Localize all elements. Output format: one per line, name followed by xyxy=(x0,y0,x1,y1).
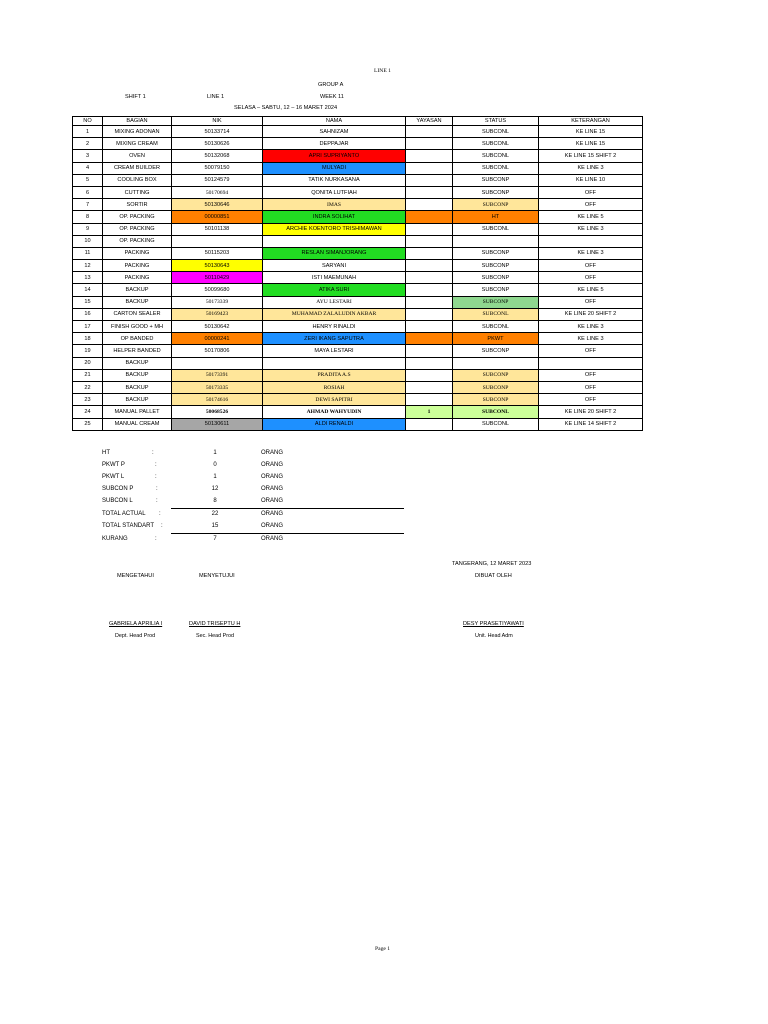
cell-keterangan: KE LINE 3 xyxy=(539,333,643,345)
table-row xyxy=(73,186,643,198)
page-number: Page 1 xyxy=(375,946,391,952)
cell-bagian: HELPER BANDED xyxy=(103,345,172,357)
cell-keterangan: KE LINE 10 xyxy=(539,174,643,186)
cell-nama: SARYANI xyxy=(263,260,406,272)
table-row xyxy=(73,381,643,393)
cell-no: 20 xyxy=(73,357,103,369)
cell-no: 23 xyxy=(73,394,103,406)
cell-nama: SAHNIZAM xyxy=(263,126,406,138)
col-header-yayasan: YAYASAN xyxy=(406,117,453,126)
cell-keterangan: KE LINE 5 xyxy=(539,284,643,296)
cell-no: 3 xyxy=(73,150,103,162)
summary-colon: : xyxy=(155,462,157,468)
summary-value: 15 xyxy=(211,523,219,529)
cell-yayasan xyxy=(406,260,453,272)
cell-keterangan: KE LINE 3 xyxy=(539,162,643,174)
summary-label: HT xyxy=(102,450,110,456)
summary-colon: : xyxy=(159,511,161,517)
cell-keterangan: OFF xyxy=(539,296,643,308)
cell-no: 25 xyxy=(73,418,103,430)
signatory-3-name: DESY PRASETIYAWATI xyxy=(463,621,524,627)
cell-keterangan: KE LINE 15 xyxy=(539,126,643,138)
cell-bagian: OP BANDED xyxy=(103,333,172,345)
cell-nik: 50110429 xyxy=(172,272,263,284)
cell-status: SUBCONL xyxy=(453,223,539,235)
cell-nik: 50130643 xyxy=(172,260,263,272)
cell-keterangan xyxy=(539,357,643,369)
cell-nama: ZERI IKANG SAPUTRA xyxy=(263,333,406,345)
cell-no: 22 xyxy=(73,381,103,393)
cell-status: SUBCONP xyxy=(453,272,539,284)
group-label: GROUP A xyxy=(318,82,344,88)
cell-status: SUBCONL xyxy=(453,150,539,162)
table-header-row xyxy=(73,117,643,126)
cell-status: SUBCONP xyxy=(453,199,539,211)
roster-table xyxy=(72,116,643,431)
cell-bagian: BACKUP xyxy=(103,394,172,406)
cell-yayasan xyxy=(406,162,453,174)
table-row xyxy=(73,308,643,320)
cell-keterangan: OFF xyxy=(539,260,643,272)
table-row xyxy=(73,211,643,223)
cell-bagian: OVEN xyxy=(103,150,172,162)
cell-yayasan xyxy=(406,284,453,296)
cell-status: SUBCONL xyxy=(453,162,539,174)
cell-bagian: BACKUP xyxy=(103,381,172,393)
cell-bagian: CREAM BUILDER xyxy=(103,162,172,174)
dibuat-oleh-label: DIBUAT OLEH xyxy=(475,573,512,579)
cell-nik: 50068526 xyxy=(172,406,263,418)
cell-yayasan xyxy=(406,174,453,186)
cell-nama: MULYADI xyxy=(263,162,406,174)
cell-keterangan: KE LINE 14 SHIFT 2 xyxy=(539,418,643,430)
cell-nik: 50130626 xyxy=(172,138,263,150)
cell-no: 12 xyxy=(73,260,103,272)
summary-unit: ORANG xyxy=(261,498,284,504)
summary-unit: ORANG xyxy=(261,523,284,529)
cell-yayasan xyxy=(406,272,453,284)
cell-nik: 50170806 xyxy=(172,345,263,357)
cell-yayasan xyxy=(406,321,453,333)
cell-bagian: OP. PACKING xyxy=(103,235,172,247)
cell-status: SUBCONL xyxy=(453,321,539,333)
cell-keterangan: KE LINE 15 xyxy=(539,138,643,150)
menyetujui-label: MENYETUJUI xyxy=(199,573,235,579)
col-header-bagian: BAGIAN xyxy=(103,117,172,126)
cell-yayasan xyxy=(406,296,453,308)
cell-status: SUBCONP xyxy=(453,284,539,296)
cell-yayasan xyxy=(406,247,453,259)
summary-colon: : xyxy=(152,450,154,456)
signatory-1-role: Dept. Head Prod xyxy=(115,633,156,639)
cell-status: SUBCONL xyxy=(453,308,539,320)
cell-no: 6 xyxy=(73,186,103,198)
col-header-status: STATUS xyxy=(453,117,539,126)
table-row xyxy=(73,247,643,259)
summary-label: PKWT P xyxy=(102,462,125,468)
cell-nik: 50115203 xyxy=(172,247,263,259)
cell-no: 7 xyxy=(73,199,103,211)
cell-bagian: CUTTING xyxy=(103,186,172,198)
cell-yayasan xyxy=(406,138,453,150)
cell-keterangan: OFF xyxy=(539,381,643,393)
table-row xyxy=(73,138,643,150)
cell-keterangan: KE LINE 20 SHIFT 2 xyxy=(539,406,643,418)
cell-yayasan xyxy=(406,211,453,223)
cell-nama: AHMAD WAHYUDIN xyxy=(263,406,406,418)
cell-nik: 50133714 xyxy=(172,126,263,138)
table-row xyxy=(73,272,643,284)
cell-nama: MUHAMAD ZALALUDIN AKBAR xyxy=(263,308,406,320)
cell-bagian: PACKING xyxy=(103,272,172,284)
summary-unit: ORANG xyxy=(261,511,284,517)
cell-nama: ARCHIE KOENTORO TRISHIMAWAN xyxy=(263,223,406,235)
mengetahui-label: MENGETAHUI xyxy=(117,573,154,579)
cell-bagian: SORTIR xyxy=(103,199,172,211)
cell-status: SUBCONL xyxy=(453,126,539,138)
table-row xyxy=(73,199,643,211)
cell-no: 5 xyxy=(73,174,103,186)
summary-label: PKWT L xyxy=(102,474,125,480)
cell-nik: 50130646 xyxy=(172,199,263,211)
cell-nama: TATIK NURKASANA xyxy=(263,174,406,186)
cell-keterangan: OFF xyxy=(539,199,643,211)
cell-nama: DEPPAJAR xyxy=(263,138,406,150)
cell-nik: 50173391 xyxy=(172,369,263,381)
summary-divider xyxy=(171,508,404,509)
table-row xyxy=(73,321,643,333)
summary-label: TOTAL ACTUAL xyxy=(102,511,146,517)
cell-nik: 50079150 xyxy=(172,162,263,174)
table-row xyxy=(73,369,643,381)
summary-unit: ORANG xyxy=(261,462,284,468)
cell-nik: 50169423 xyxy=(172,308,263,320)
cell-nama: ROSIAH xyxy=(263,381,406,393)
cell-no: 21 xyxy=(73,369,103,381)
summary-unit: ORANG xyxy=(261,536,284,542)
cell-no: 9 xyxy=(73,223,103,235)
cell-bagian: COOLING BOX xyxy=(103,174,172,186)
cell-nik: 50170694 xyxy=(172,186,263,198)
cell-status: HT xyxy=(453,211,539,223)
summary-value: 12 xyxy=(211,486,219,492)
summary-unit: ORANG xyxy=(261,486,284,492)
cell-no: 24 xyxy=(73,406,103,418)
cell-nama: RESLAN SIMANJORANG xyxy=(263,247,406,259)
cell-bagian: BACKUP xyxy=(103,369,172,381)
table-row xyxy=(73,345,643,357)
cell-nik: 00000241 xyxy=(172,333,263,345)
cell-bagian: MANUAL CREAM xyxy=(103,418,172,430)
cell-nama: IMAS xyxy=(263,199,406,211)
table-row xyxy=(73,260,643,272)
summary-unit: ORANG xyxy=(261,450,284,456)
cell-status: SUBCONP xyxy=(453,186,539,198)
cell-status: SUBCONL xyxy=(453,406,539,418)
week-label: WEEK 11 xyxy=(320,94,344,100)
cell-nik: 50099680 xyxy=(172,284,263,296)
cell-bagian: BACKUP xyxy=(103,296,172,308)
cell-no: 16 xyxy=(73,308,103,320)
cell-nik xyxy=(172,357,263,369)
cell-yayasan xyxy=(406,381,453,393)
col-header-keterangan: KETERANGAN xyxy=(539,117,643,126)
table-row xyxy=(73,296,643,308)
cell-no: 14 xyxy=(73,284,103,296)
cell-nik: 50124579 xyxy=(172,174,263,186)
cell-nama: HENRY RINALDI xyxy=(263,321,406,333)
cell-yayasan xyxy=(406,126,453,138)
summary-colon: : xyxy=(155,536,157,542)
cell-nama: ISTI MAEMUNAH xyxy=(263,272,406,284)
cell-yayasan xyxy=(406,333,453,345)
cell-keterangan: OFF xyxy=(539,394,643,406)
cell-nama: QONITA LUTFIAH xyxy=(263,186,406,198)
cell-status: SUBCONP xyxy=(453,394,539,406)
cell-yayasan: 1 xyxy=(406,406,453,418)
cell-yayasan xyxy=(406,308,453,320)
cell-nama: MAYA LESTARI xyxy=(263,345,406,357)
cell-nama: PRADITA A.S xyxy=(263,369,406,381)
cell-status: SUBCONP xyxy=(453,260,539,272)
signatory-2-role: Sec. Head Prod xyxy=(196,633,235,639)
summary-value: 0 xyxy=(213,462,217,468)
cell-bagian: CARTON SEALER xyxy=(103,308,172,320)
signatory-3-role: Unit. Head Adm xyxy=(475,633,513,639)
cell-nama: ALDI RENALDI xyxy=(263,418,406,430)
cell-nama: AYU LESTARI xyxy=(263,296,406,308)
cell-bagian: BACKUP xyxy=(103,357,172,369)
cell-keterangan xyxy=(539,235,643,247)
cell-nama: ATIKA SURI xyxy=(263,284,406,296)
cell-no: 2 xyxy=(73,138,103,150)
cell-status: SUBCONP xyxy=(453,381,539,393)
line-top-label: LINE 1 xyxy=(374,68,391,74)
cell-no: 18 xyxy=(73,333,103,345)
summary-label: KURANG xyxy=(102,536,128,542)
cell-no: 13 xyxy=(73,272,103,284)
cell-status: SUBCONP xyxy=(453,247,539,259)
col-header-no: NO xyxy=(73,117,103,126)
cell-nik: 50130642 xyxy=(172,321,263,333)
cell-no: 19 xyxy=(73,345,103,357)
summary-colon: : xyxy=(161,523,163,529)
cell-nama: INDRA SOLIHAT xyxy=(263,211,406,223)
cell-keterangan: KE LINE 20 SHIFT 2 xyxy=(539,308,643,320)
cell-nik: 50101138 xyxy=(172,223,263,235)
place-date: TANGERANG, 12 MARET 2023 xyxy=(452,561,532,567)
cell-nama xyxy=(263,235,406,247)
cell-yayasan xyxy=(406,418,453,430)
cell-status: SUBCONL xyxy=(453,138,539,150)
cell-nik: 50132068 xyxy=(172,150,263,162)
summary-value: 1 xyxy=(213,474,217,480)
cell-keterangan: KE LINE 3 xyxy=(539,223,643,235)
cell-status xyxy=(453,357,539,369)
cell-keterangan: KE LINE 3 xyxy=(539,321,643,333)
table-row xyxy=(73,406,643,418)
cell-yayasan xyxy=(406,199,453,211)
cell-bagian: BACKUP xyxy=(103,284,172,296)
cell-nik: 50173335 xyxy=(172,381,263,393)
summary-colon: : xyxy=(156,498,158,504)
cell-no: 8 xyxy=(73,211,103,223)
cell-keterangan: KE LINE 3 xyxy=(539,247,643,259)
summary-label: SUBCON L xyxy=(102,498,133,504)
cell-bagian: MIXING ADONAN xyxy=(103,126,172,138)
summary-divider xyxy=(171,533,404,534)
cell-no: 17 xyxy=(73,321,103,333)
cell-yayasan xyxy=(406,369,453,381)
cell-bagian: PACKING xyxy=(103,247,172,259)
summary-value: 8 xyxy=(213,498,217,504)
cell-keterangan: KE LINE 5 xyxy=(539,211,643,223)
cell-no: 4 xyxy=(73,162,103,174)
cell-nik xyxy=(172,235,263,247)
table-row xyxy=(73,235,643,247)
summary-colon: : xyxy=(156,486,158,492)
table-row xyxy=(73,174,643,186)
cell-yayasan xyxy=(406,150,453,162)
cell-nik: 50174616 xyxy=(172,394,263,406)
cell-nama xyxy=(263,357,406,369)
summary-value: 7 xyxy=(213,536,217,542)
cell-bagian: MANUAL PALLET xyxy=(103,406,172,418)
cell-no: 15 xyxy=(73,296,103,308)
cell-bagian: OP. PACKING xyxy=(103,211,172,223)
line-label: LINE 1 xyxy=(207,94,225,100)
summary-value: 1 xyxy=(213,450,217,456)
cell-nama: APRI SUPRIYANTO xyxy=(263,150,406,162)
cell-yayasan xyxy=(406,235,453,247)
cell-nama: DEWI SAPITRI xyxy=(263,394,406,406)
cell-status: SUBCONP xyxy=(453,345,539,357)
table-row xyxy=(73,150,643,162)
cell-no: 1 xyxy=(73,126,103,138)
summary-value: 22 xyxy=(211,511,219,517)
cell-yayasan xyxy=(406,345,453,357)
table-row xyxy=(73,418,643,430)
signatory-2-name: DAVID TRISEPTU H xyxy=(189,621,241,627)
cell-keterangan: OFF xyxy=(539,272,643,284)
cell-bagian: MIXING CREAM xyxy=(103,138,172,150)
shift-label: SHIFT 1 xyxy=(125,94,146,100)
cell-status: SUBCONL xyxy=(453,418,539,430)
col-header-nik: NIK xyxy=(172,117,263,126)
cell-yayasan xyxy=(406,223,453,235)
cell-yayasan xyxy=(406,394,453,406)
summary-label: TOTAL STANDART xyxy=(102,523,155,529)
cell-status: SUBCONP xyxy=(453,174,539,186)
cell-keterangan: KE LINE 15 SHIFT 2 xyxy=(539,150,643,162)
table-row xyxy=(73,333,643,345)
cell-bagian: OP. PACKING xyxy=(103,223,172,235)
col-header-nama: NAMA xyxy=(263,117,406,126)
cell-keterangan: OFF xyxy=(539,186,643,198)
summary-label: SUBCON P xyxy=(102,486,134,492)
table-row xyxy=(73,357,643,369)
summary-colon: : xyxy=(155,474,157,480)
table-row xyxy=(73,126,643,138)
cell-nik: 00000851 xyxy=(172,211,263,223)
cell-yayasan xyxy=(406,357,453,369)
cell-keterangan: OFF xyxy=(539,345,643,357)
summary-unit: ORANG xyxy=(261,474,284,480)
cell-nik: 50173339 xyxy=(172,296,263,308)
cell-status: SUBCONP xyxy=(453,369,539,381)
date-range: SELASA – SABTU, 12 – 16 MARET 2024 xyxy=(234,105,338,111)
cell-status: SUBCONP xyxy=(453,296,539,308)
cell-status: PKWT xyxy=(453,333,539,345)
cell-nik: 50130611 xyxy=(172,418,263,430)
signatory-1-name: GABRIELA APRILIA I xyxy=(109,621,163,627)
table-row xyxy=(73,284,643,296)
cell-no: 11 xyxy=(73,247,103,259)
table-row xyxy=(73,394,643,406)
cell-yayasan xyxy=(406,186,453,198)
table-row xyxy=(73,223,643,235)
cell-bagian: FINISH GOOD + MH xyxy=(103,321,172,333)
table-row xyxy=(73,162,643,174)
cell-keterangan: OFF xyxy=(539,369,643,381)
cell-bagian: PACKING xyxy=(103,260,172,272)
cell-no: 10 xyxy=(73,235,103,247)
cell-status xyxy=(453,235,539,247)
